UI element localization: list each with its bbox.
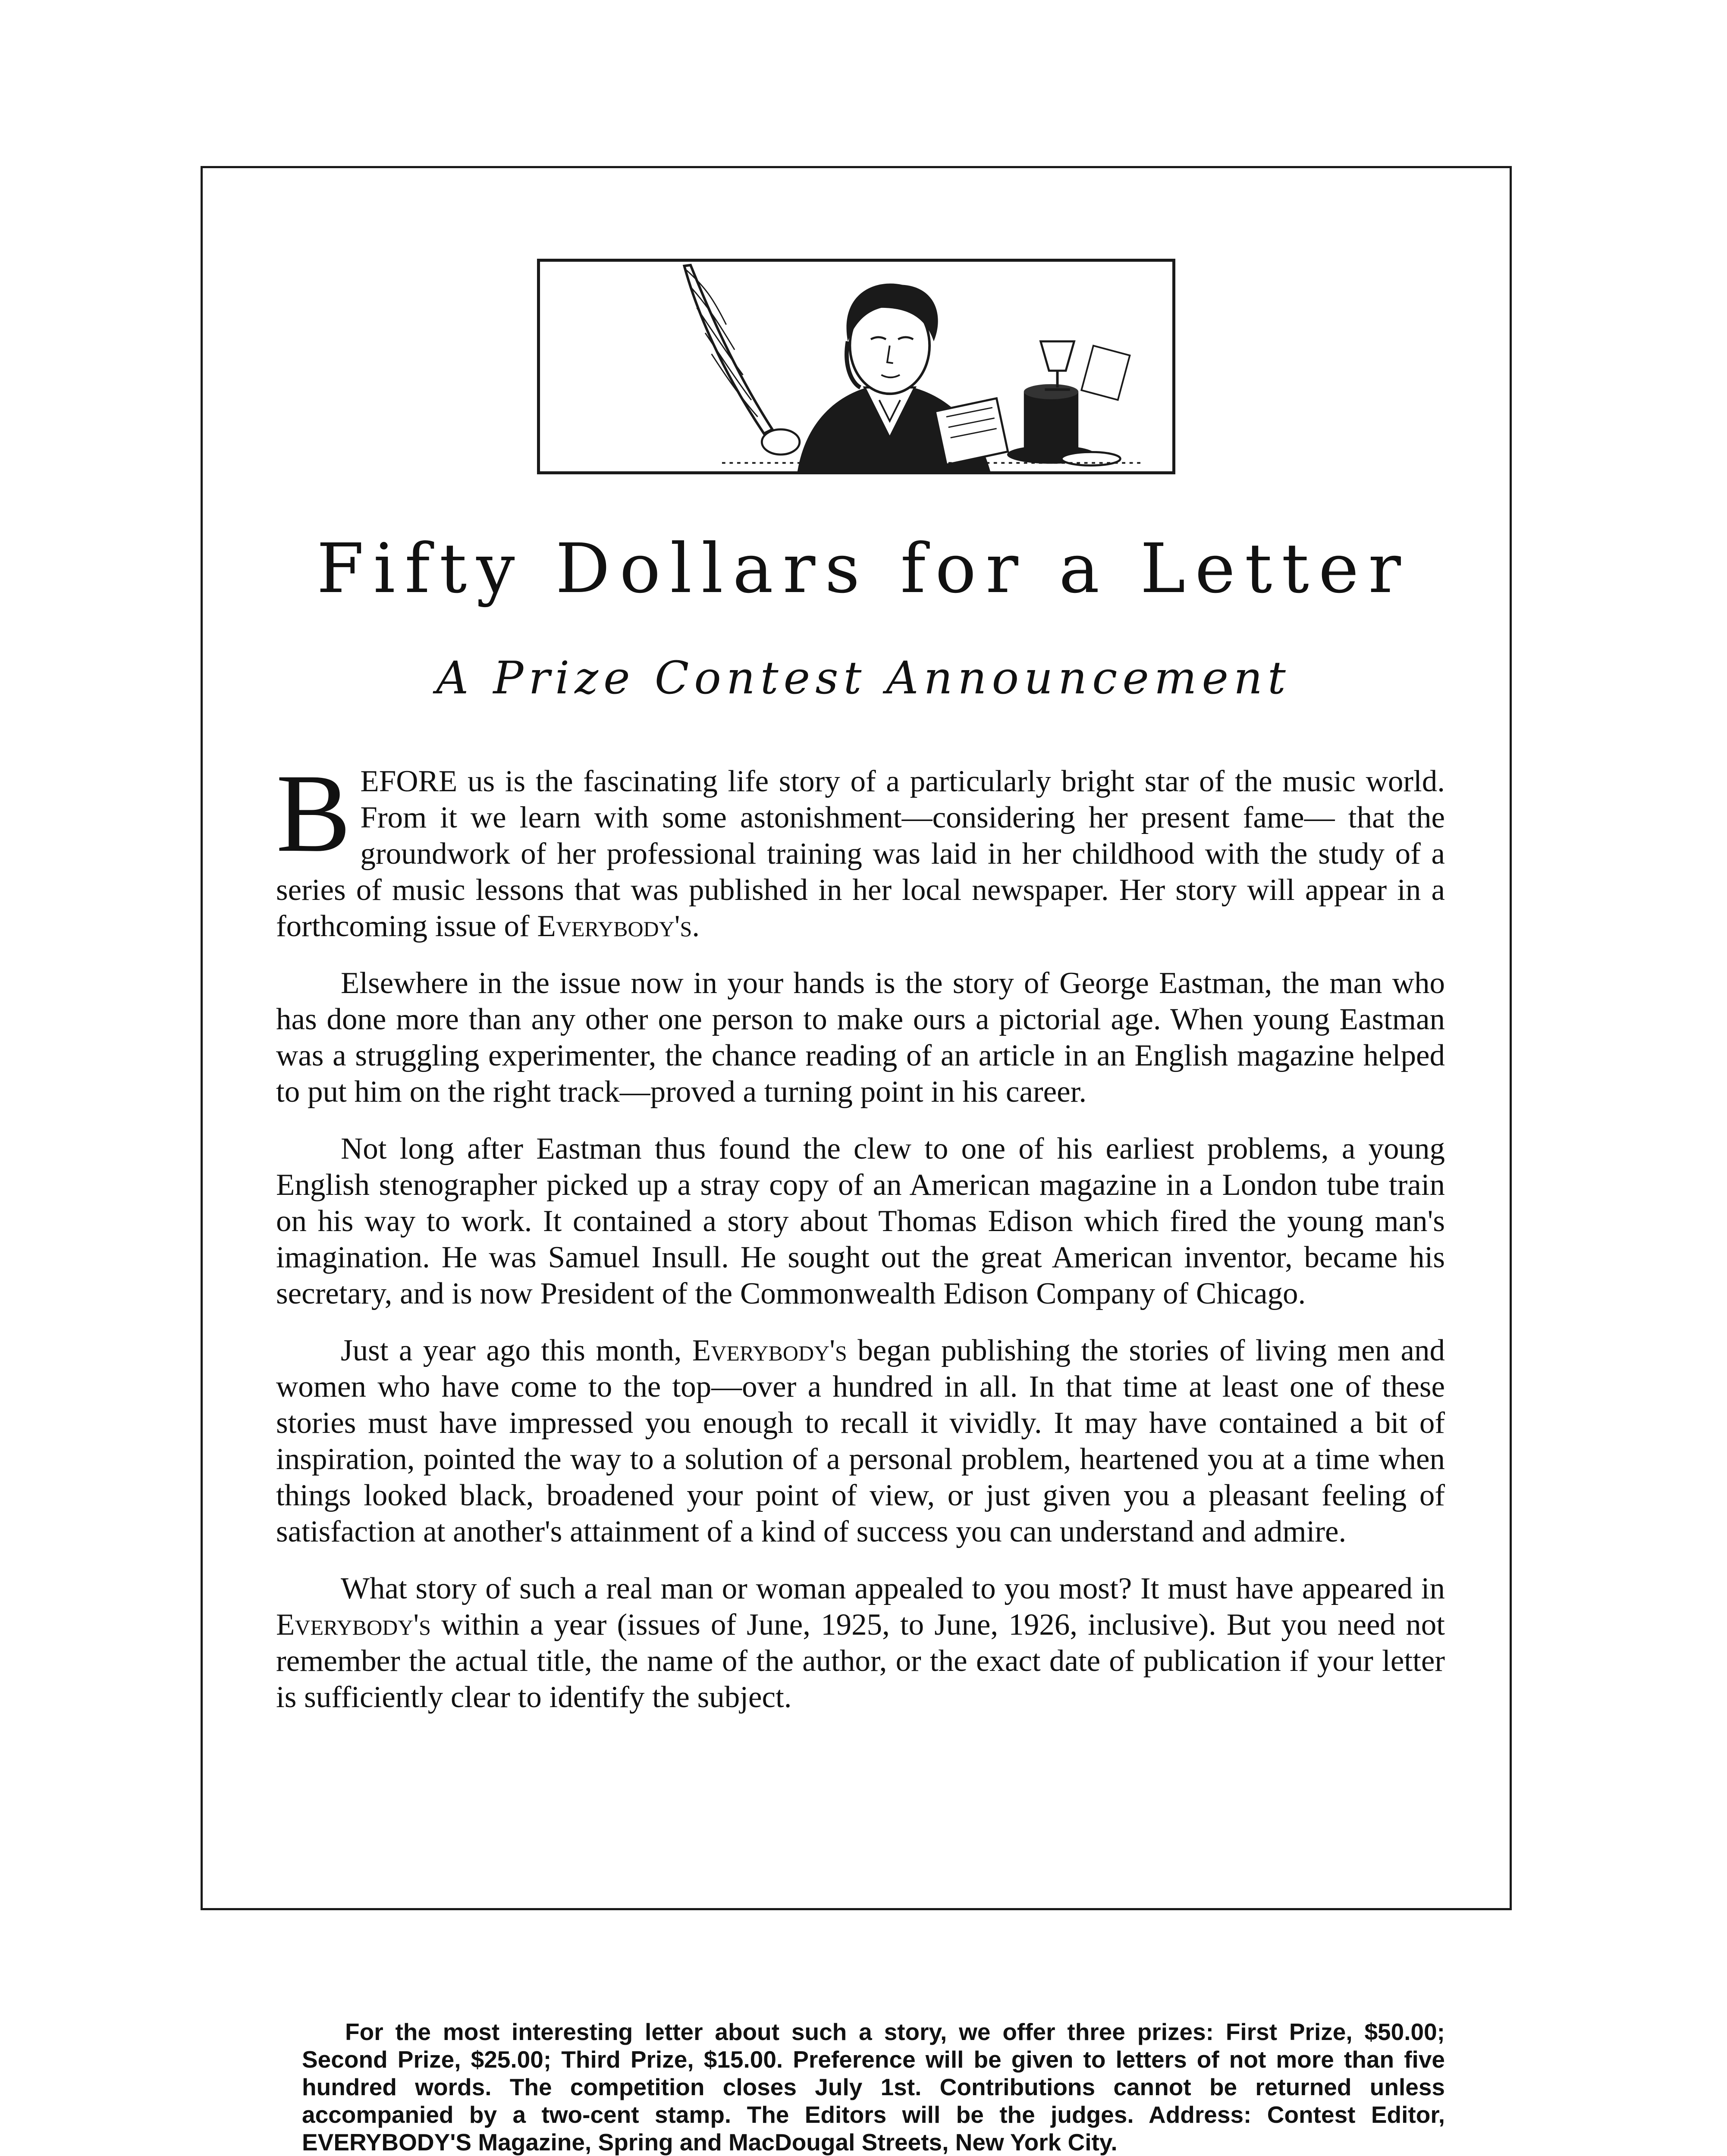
contest-rules-notice: For the most interesting letter about such a story, we offer three prizes: First Prize, $50.00; Second Prize, $25.00; Third Prize, $15.00. Preference will be given to letters of not more than five hundred words. The competition closes July 1st. Contributions cannot be returned unless accompanied by a two-cent stamp. The Editors will be the judges. Address: Contest Editor, EVERYBODY'S Magazine, Spring and MacDougal Streets, New York City. [302, 2018, 1445, 2156]
paragraph-5 [276, 1570, 1445, 1715]
paragraph-1 [276, 751, 1445, 944]
paper-icon [935, 398, 1008, 465]
drop-cap: B [276, 751, 351, 875]
goblet-icon [1041, 342, 1074, 371]
quill-icon [684, 265, 772, 434]
paragraph-1-text-a: EFORE us is the fascinating life story of a particularly bright star of the music world. From it we learn with some astonishment—considering her present fame— that the groundwork of her professional training was laid in her childhood with the study of a series of music lessons that was published in her local newspaper. Her story will appear in a forthcoming issue of [276, 765, 1445, 943]
paragraph-4-text-a: Just a year ago this month, [341, 1334, 692, 1367]
paragraph-3: Not long after Eastman thus found the clew to one of his earliest problems, a young English stenographer picked up a stray copy of an American magazine in a London tube train on his way to work. It contained a story about Thomas Edison which fired the young man's imagination. He was Samuel Insull. He sought out the great American inventor, became his secretary, and is now President of the Commonwealth Edison Company of Chicago. [276, 1132, 1445, 1310]
magazine-name: Everybody's [537, 909, 692, 943]
magazine-name: Everybody's [692, 1334, 847, 1367]
top-hat-icon [1024, 392, 1078, 454]
paragraph-5-text-a: What story of such a real man or woman appealed to you most? It must have appeared in [341, 1572, 1445, 1605]
illustration-drawing [540, 262, 1172, 471]
paragraph-1-text-b: . [692, 909, 700, 943]
paragraph-2: Elsewhere in the issue now in your hands is the story of George Eastman, the man who has done more than any other one person to make ours a pictorial age. When young Eastman was a struggling experimenter, the chance reading of an article in an English magazine helped to put him on the right track—proved a turning point in his career. [276, 966, 1445, 1109]
paragraph-5-text-b: within a year (issues of June, 1925, to June, 1926, inclusive). But you need not remember the actual title, the name of the author, or the exact date of publication if your letter is sufficiently clear to identify the subject. [276, 1608, 1445, 1714]
paragraph-4-text-b: began publishing the stories of living men and women who have come to the top—over a hundred in all. In that time at least one of these stories must have impressed you enough to recall it vividly. It may have contained a bit of inspiration, pointed the way to a solution of a personal problem, heartened you at a time when things looked black, broadened your point of view, or just given you a pleasant feeling of satisfaction at another's attainment of a kind of success you can understand and admire. [276, 1334, 1445, 1548]
page-title: Fifty Dollars for a Letter [317, 529, 1410, 608]
page-subtitle: A Prize Contest Announcement [436, 652, 1291, 704]
paragraph-4 [276, 1332, 1445, 1550]
writer-with-quill-illustration [537, 259, 1175, 474]
magazine-name: Everybody's [276, 1608, 431, 1642]
article-body [276, 751, 1445, 1736]
